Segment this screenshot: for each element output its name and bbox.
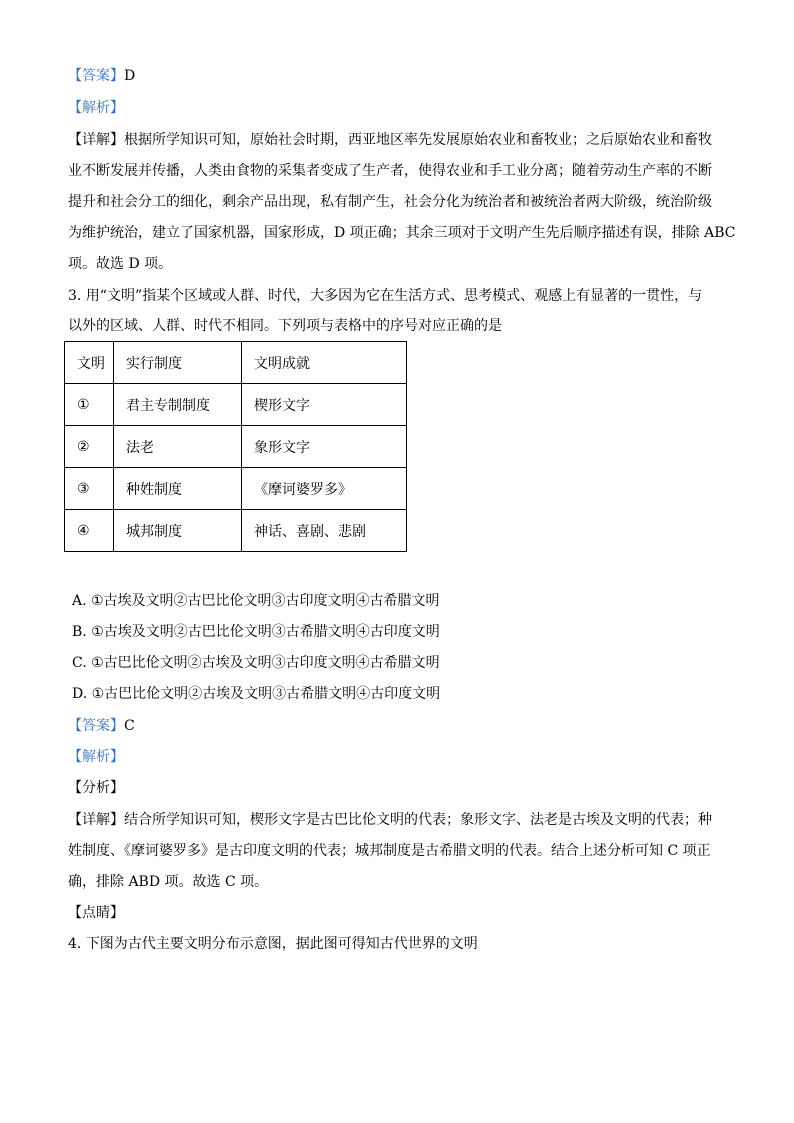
q2-detail-line-1: 业不断发展并传播，人类由食物的采集者变成了生产者，使得农业和手工业分离；随着劳动生产率的不断 bbox=[68, 163, 712, 179]
q3-analysis-tag: 【解析】 bbox=[68, 749, 124, 765]
q3-table-header-2: 文明成就 bbox=[242, 342, 407, 384]
q3-table-cell: ③ bbox=[65, 468, 114, 510]
q3-table-row bbox=[65, 384, 407, 426]
q3-table-cell: 种姓制度 bbox=[114, 468, 242, 510]
q3-table-header-1: 实行制度 bbox=[114, 342, 242, 384]
q2-detail-line-3: 为维护统治，建立了国家机器，国家形成，D 项正确；其余三项对于文明产生先后顺序描述有误，排除 ABC bbox=[68, 225, 736, 241]
q3-stem-line-1: 以外的区域、人群、时代不相同。下列项与表格中的序号对应正确的是 bbox=[68, 318, 502, 334]
q3-table-cell: 城邦制度 bbox=[114, 510, 242, 552]
q3-table-row bbox=[65, 510, 407, 552]
q2-answer-line bbox=[68, 66, 135, 86]
q3-dianjing-tag: 【点睛】 bbox=[68, 905, 124, 921]
q3-detail-line-1: 姓制度、《摩诃婆罗多》是古印度文明的代表；城邦制度是古希腊文明的代表。结合上述分析可知 C 项正 bbox=[68, 843, 711, 859]
q3-table-header-0: 文明 bbox=[65, 342, 114, 384]
q2-detail-line-4: 项。故选 D 项。 bbox=[68, 256, 173, 272]
q3-option-a: A. ①古埃及文明②古巴比伦文明③古印度文明④古希腊文明 bbox=[72, 593, 440, 609]
q3-stem-line-0: 3. 用“文明”指某个区域或人群、时代，大多因为它在生活方式、思考模式、观感上有显著的一贯性，与 bbox=[68, 288, 703, 304]
q3-table-cell: ② bbox=[65, 426, 114, 468]
q3-table-cell: 君主专制制度 bbox=[114, 384, 242, 426]
q3-detail-tag: 【详解】 bbox=[68, 812, 124, 828]
q3-table-cell: ④ bbox=[65, 510, 114, 552]
q3-option-c: C. ①古巴比伦文明②古埃及文明③古印度文明④古希腊文明 bbox=[72, 655, 440, 671]
q3-table-cell: 《摩诃婆罗多》 bbox=[242, 468, 407, 510]
q2-detail-tag: 【详解】 bbox=[68, 132, 124, 148]
q3-table-cell: 楔形文字 bbox=[242, 384, 407, 426]
q2-answer-tag: 【答案】 bbox=[68, 68, 124, 84]
q3-answer-line bbox=[68, 716, 135, 736]
q3-answer-value: C bbox=[124, 718, 135, 734]
q3-table-row bbox=[65, 468, 407, 510]
q3-answer-tag: 【答案】 bbox=[68, 718, 124, 734]
q3-table-header-row bbox=[65, 342, 407, 384]
q3-detail-line-2: 确，排除 ABD 项。故选 C 项。 bbox=[68, 874, 269, 890]
q3-table-cell: ① bbox=[65, 384, 114, 426]
q2-detail-line-0 bbox=[68, 130, 712, 150]
q3-table-cell: 象形文字 bbox=[242, 426, 407, 468]
q3-option-b: B. ①古埃及文明②古巴比伦文明③古希腊文明④古印度文明 bbox=[72, 624, 440, 640]
q3-detail-line-0 bbox=[68, 810, 712, 830]
q3-option-d: D. ①古巴比伦文明②古埃及文明③古希腊文明④古印度文明 bbox=[72, 686, 441, 702]
q3-table bbox=[64, 341, 407, 552]
q3-detail-text-0: 结合所学知识可知，楔形文字是古巴比伦文明的代表；象形文字、法老是古埃及文明的代表；种 bbox=[124, 812, 712, 828]
q2-detail-line-2: 提升和社会分工的细化，剩余产品出现，私有制产生，社会分化为统治者和被统治者两大阶级，统治阶级 bbox=[68, 194, 712, 210]
q4-stem: 4. 下图为古代主要文明分布示意图，据此图可得知古代世界的文明 bbox=[68, 936, 478, 952]
q3-fenxi-tag: 【分析】 bbox=[68, 780, 124, 796]
q2-answer-value: D bbox=[124, 68, 136, 84]
q3-table-row bbox=[65, 426, 407, 468]
q2-analysis-tag: 【解析】 bbox=[68, 100, 124, 116]
q3-table-cell: 神话、喜剧、悲剧 bbox=[242, 510, 407, 552]
q3-table-cell: 法老 bbox=[114, 426, 242, 468]
q2-detail-text-0: 根据所学知识可知，原始社会时期，西亚地区率先发展原始农业和畜牧业；之后原始农业和畜牧 bbox=[124, 132, 712, 148]
